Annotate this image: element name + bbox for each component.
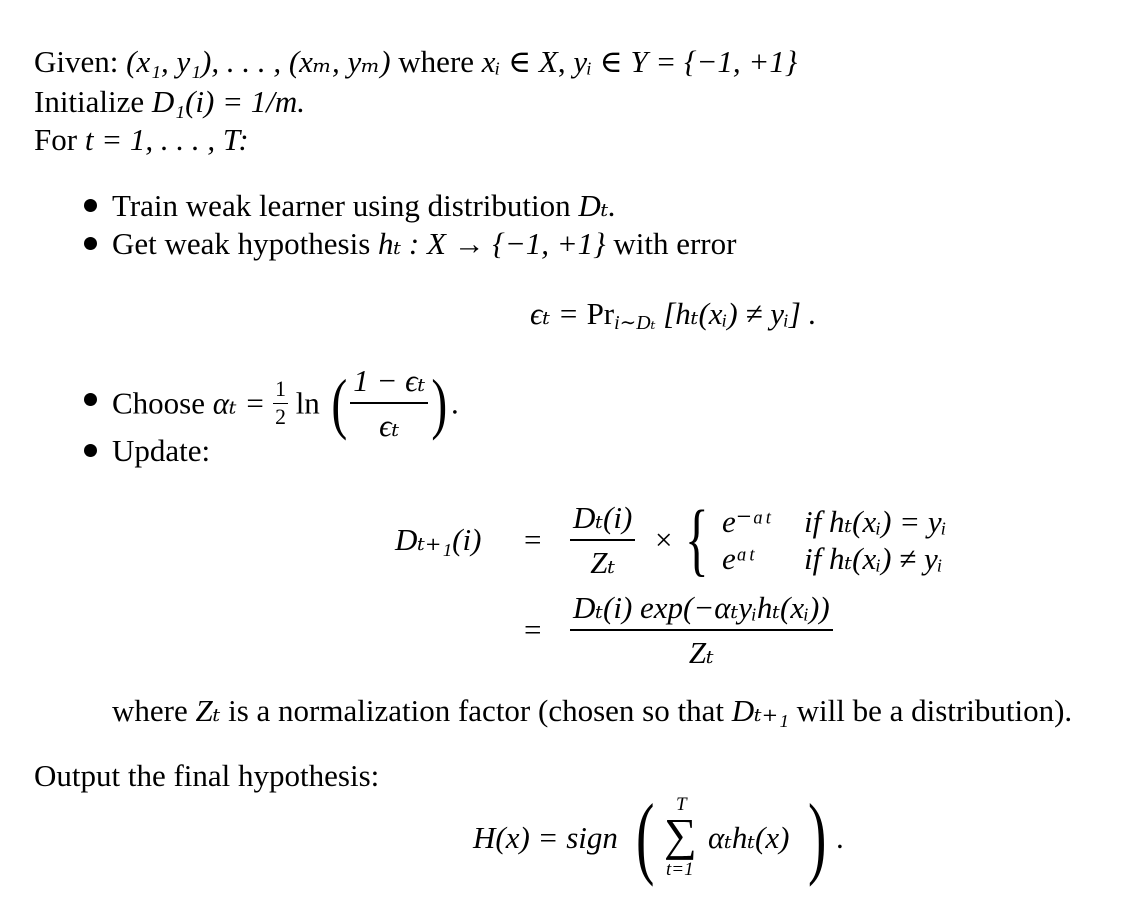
initialize-expr: D₁(i) = 1/m. bbox=[151, 84, 306, 119]
update-fraction-2 bbox=[570, 590, 833, 670]
update-lhs: Dₜ₊₁(i) bbox=[395, 522, 482, 557]
sum-bottom: t=1 bbox=[666, 859, 694, 880]
bullet-icon bbox=[84, 237, 97, 250]
update-eq2: = bbox=[524, 612, 542, 647]
choose-frac-den: ϵₜ bbox=[379, 407, 400, 443]
choose-text: Choose bbox=[112, 385, 205, 421]
right-paren-icon: ) bbox=[431, 365, 448, 442]
update-times: × bbox=[655, 522, 673, 557]
frac2-den: Zₜ bbox=[688, 634, 714, 670]
output-period: . bbox=[836, 820, 844, 855]
for-expr: t = 1, . . . , T: bbox=[84, 122, 249, 157]
given-comma: , bbox=[557, 44, 566, 79]
norm-d: Dₜ₊₁ bbox=[731, 693, 789, 728]
left-paren-icon: ( bbox=[330, 365, 347, 442]
given-where: where bbox=[398, 44, 475, 79]
norm-z: Zₜ bbox=[195, 693, 221, 728]
get-tail: with error bbox=[613, 226, 737, 261]
output-lhs: H(x) = sign bbox=[473, 820, 618, 855]
norm-text: is a normalization factor (chosen so that bbox=[228, 693, 724, 728]
update-eq1: = bbox=[524, 522, 542, 557]
update-text: Update: bbox=[112, 433, 211, 468]
train-var: Dₜ. bbox=[578, 188, 617, 223]
half-den: 2 bbox=[275, 404, 286, 429]
output-left-paren-icon: ( bbox=[636, 785, 655, 887]
choose-frac-num: 1 − ϵₜ bbox=[350, 363, 428, 404]
sum-top: T bbox=[676, 794, 687, 815]
given-label: Given: bbox=[34, 44, 119, 79]
given-x-in: xᵢ ∈ X bbox=[481, 44, 558, 79]
for-line bbox=[34, 124, 249, 155]
half-fraction bbox=[273, 377, 288, 430]
choose-period: . bbox=[450, 385, 459, 421]
norm-where: where bbox=[112, 693, 188, 728]
case2-cond: if hₜ(xᵢ) ≠ yᵢ bbox=[804, 541, 943, 576]
error-rhs: [hₜ(xᵢ) ≠ yᵢ] . bbox=[663, 296, 817, 331]
bullet-icon bbox=[84, 199, 97, 212]
case1-cond: if hₜ(xᵢ) = yᵢ bbox=[804, 504, 947, 539]
half-num: 1 bbox=[273, 377, 288, 404]
train-text: Train weak learner using distribution bbox=[112, 188, 571, 223]
update-fraction-1 bbox=[570, 500, 635, 580]
initialize-line bbox=[34, 86, 305, 117]
bullet-icon bbox=[84, 444, 97, 457]
choose-ln: ln bbox=[295, 385, 320, 421]
error-lhs: ϵₜ = bbox=[530, 296, 587, 331]
summand: αₜhₜ(x) bbox=[708, 820, 790, 855]
error-formula bbox=[530, 296, 817, 334]
sum-icon: ∑ bbox=[664, 809, 697, 860]
step-choose bbox=[112, 363, 459, 443]
norm-tail: will be a distribution). bbox=[796, 693, 1073, 728]
output-label: Output the final hypothesis: bbox=[34, 758, 380, 793]
error-pr: Pr bbox=[586, 296, 615, 331]
normalization-line bbox=[112, 695, 1072, 726]
error-pr-sub: i∼Dₜ bbox=[614, 311, 656, 334]
get-expr: hₜ : X → {−1, +1} bbox=[378, 226, 606, 261]
left-brace-icon: { bbox=[685, 493, 709, 584]
initialize-label: Initialize bbox=[34, 84, 145, 119]
given-line bbox=[34, 46, 797, 77]
bullet-icon bbox=[84, 393, 97, 406]
given-pairs: (x₁, y₁), . . . , (xₘ, yₘ) bbox=[126, 44, 391, 79]
choose-fraction bbox=[350, 363, 428, 443]
case2-exp: eᵅᵗ bbox=[722, 541, 754, 576]
given-y-in: yᵢ ∈ Y = {−1, +1} bbox=[573, 44, 798, 79]
step-update bbox=[112, 435, 210, 466]
step-train bbox=[112, 190, 616, 221]
get-text: Get weak hypothesis bbox=[112, 226, 371, 261]
case1-exp: e⁻ᵅᵗ bbox=[722, 504, 770, 539]
frac1-num: Dₜ(i) bbox=[570, 500, 635, 541]
for-label: For bbox=[34, 122, 78, 157]
frac2-num: Dₜ(i) exp(−αₜyᵢhₜ(xᵢ)) bbox=[570, 590, 833, 631]
step-get bbox=[112, 228, 736, 259]
output-right-paren-icon: ) bbox=[808, 785, 827, 887]
frac1-den: Zₜ bbox=[590, 544, 616, 580]
choose-lhs: αₜ = bbox=[212, 385, 274, 421]
